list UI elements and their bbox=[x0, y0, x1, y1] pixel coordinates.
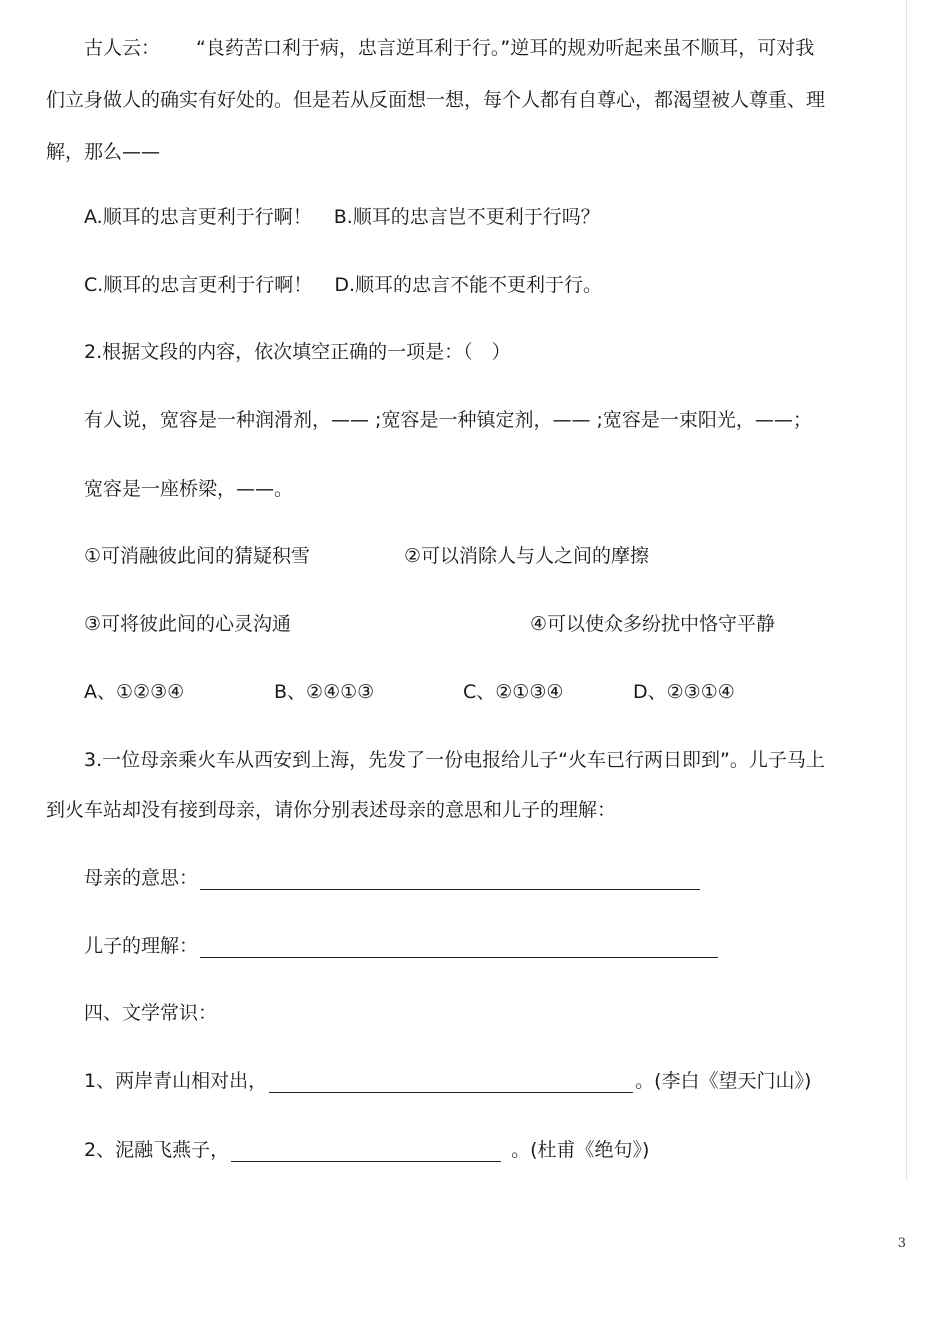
q2-option-a: A、①②③④ bbox=[84, 681, 185, 703]
right-margin-rule bbox=[906, 0, 907, 1180]
intro-lead: 古人云： bbox=[84, 37, 161, 59]
q2-option-c: C、②①③④ bbox=[463, 681, 564, 703]
poem-2-answer-blank[interactable] bbox=[231, 1143, 501, 1162]
q3-mother-answer-blank[interactable] bbox=[200, 871, 700, 890]
q3-line-2: 到火车站却没有接到母亲，请你分别表述母亲的意思和儿子的理解： bbox=[46, 799, 617, 821]
intro-quote: “良药苦口利于病，忠言逆耳利于行。”逆耳的规劝听起来虽不顺耳，可对我 bbox=[196, 37, 815, 59]
poem-2-suffix: 。(杜甫《绝句》) bbox=[511, 1139, 650, 1161]
page-number: 3 bbox=[897, 1236, 906, 1251]
q2-option-b: B、②④①③ bbox=[274, 681, 375, 703]
q2-text-1: 有人说，宽容是一种润滑剂，—— ;宽容是一种镇定剂，—— ;宽容是一束阳光，——； bbox=[84, 409, 812, 431]
q1-option-c: C.顺耳的忠言更利于行啊！ bbox=[84, 274, 313, 296]
q2-option-d: D、②③①④ bbox=[633, 681, 735, 703]
q1-option-a: A.顺耳的忠言更利于行啊！ bbox=[84, 206, 312, 228]
q2-item-4: ④可以使众多纷扰中恪守平静 bbox=[530, 613, 776, 635]
q2-text-2: 宽容是一座桥梁，——。 bbox=[84, 478, 294, 500]
q2-item-2: ②可以消除人与人之间的摩擦 bbox=[404, 545, 650, 567]
q2-item-3: ③可将彼此间的心灵沟通 bbox=[84, 613, 292, 635]
q3-mother-row bbox=[84, 866, 702, 890]
section-4-item-2 bbox=[84, 1138, 649, 1162]
q3-son-row bbox=[84, 934, 720, 958]
q3-mother-label: 母亲的意思： bbox=[84, 867, 199, 889]
q3-son-answer-blank[interactable] bbox=[200, 939, 718, 958]
section-4-heading: 四、文学常识： bbox=[84, 1002, 218, 1024]
q1-options-row-1 bbox=[84, 205, 600, 229]
q1-option-d: D.顺耳的忠言不能不更利于行。 bbox=[334, 274, 602, 296]
intro-line-2: 们立身做人的确实有好处的。但是若从反面想一想，每个人都有自尊心，都渴望被人尊重、理 bbox=[46, 89, 826, 111]
q2-title: 2.根据文段的内容，依次填空正确的一项是：（ ） bbox=[84, 341, 511, 363]
q3-son-label: 儿子的理解： bbox=[84, 935, 199, 957]
q2-item-1: ①可消融彼此间的猜疑积雪 bbox=[84, 545, 311, 567]
intro-line-1 bbox=[84, 36, 814, 60]
q3-line-1: 3.一位母亲乘火车从西安到上海，先发了一份电报给儿子“火车已行两日即到”。儿子马上 bbox=[84, 749, 825, 771]
intro-line-3: 解，那么—— bbox=[46, 141, 161, 163]
poem-1-suffix: 。(李白《望天门山》) bbox=[635, 1070, 812, 1092]
poem-2-prefix: 2、泥融飞燕子， bbox=[84, 1139, 230, 1161]
q1-options-row-2 bbox=[84, 273, 602, 297]
poem-1-answer-blank[interactable] bbox=[269, 1074, 633, 1093]
poem-1-prefix: 1、两岸青山相对出， bbox=[84, 1070, 268, 1092]
q1-option-b: B.顺耳的忠言岂不更利于行吗？ bbox=[333, 206, 600, 228]
section-4-item-1 bbox=[84, 1069, 811, 1093]
